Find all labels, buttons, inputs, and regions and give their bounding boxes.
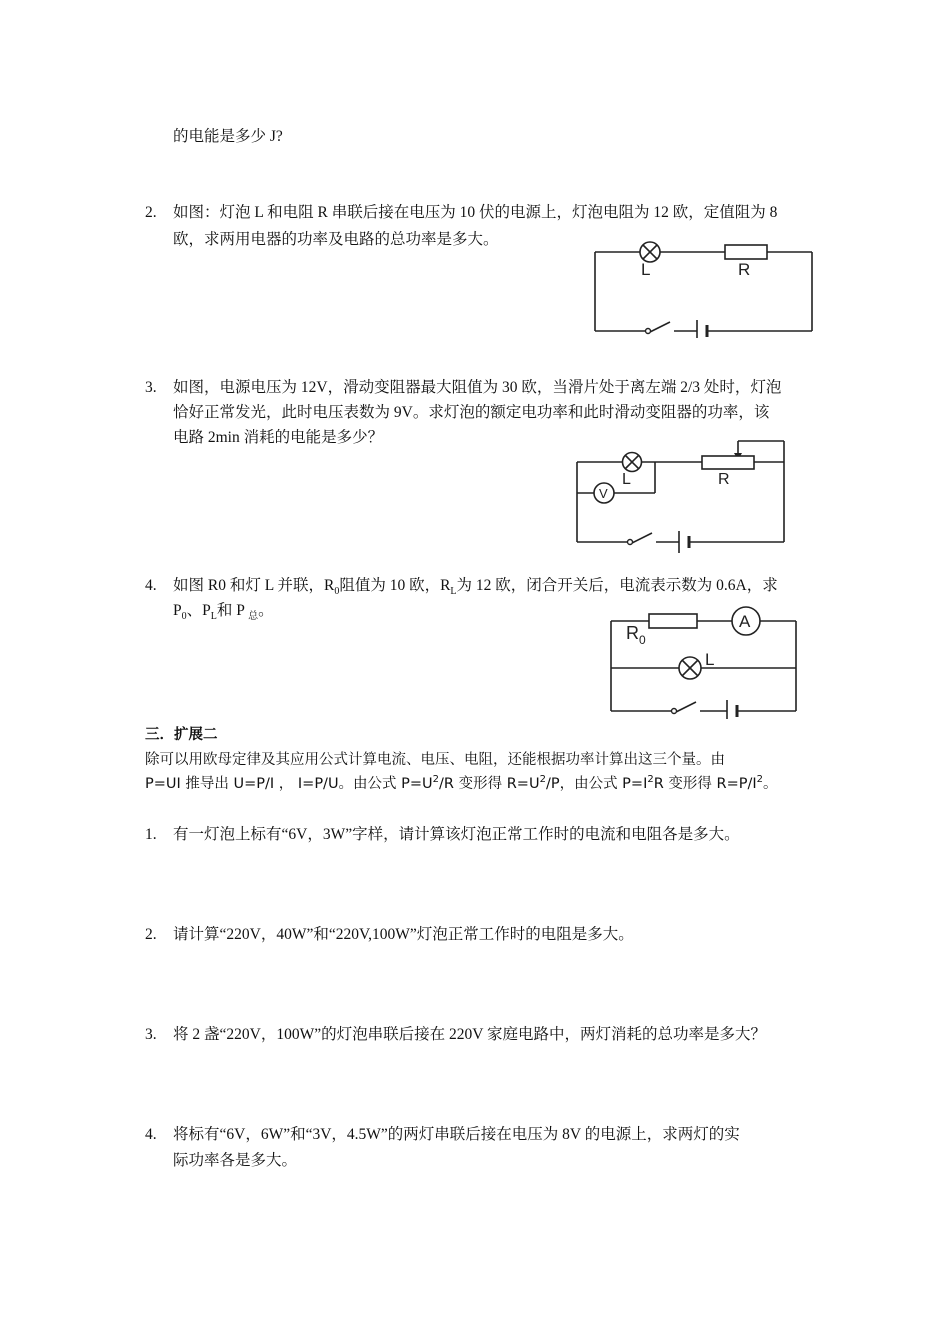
problem-text: 如图：灯泡 L 和电阻 R 串联后接在电压为 10 伏的电源上，灯泡电阻为 12 欧，定值阻为 8 [173,204,778,221]
resistor-label: $R_0$ [626,623,646,647]
problem-text: 恰好正常发光，此时电压表数为 9V。求灯泡的额定电功率和此时滑动变阻器的功率，该 [173,404,770,421]
problem-text: 将 2 盏“220V，100W”的灯泡串联后接在 220V 家庭电路中，两灯消耗的总功率是多大？ [173,1026,766,1043]
battery-icon [727,700,737,719]
problem-number: 3. [145,1026,157,1043]
problem-text: 如图 R0 和灯 L 并联，$R_0$阻值为 10 欧，$R_L$为 12 欧，闭合开关后，电流表示数为 0.6A，求 [173,577,778,598]
switch-icon [646,329,651,334]
resistor-label: R [738,260,751,279]
switch-icon [628,540,633,545]
problem-text: 际功率各是多大。 [173,1152,298,1169]
ammeter-label: A [739,612,751,631]
rheostat-icon [702,456,754,469]
lamp-icon [679,657,701,679]
section-paragraph: P=UI 推导出 U=P/I ， I=P/U。由公式 $P=U^2/R$ 变形得 $R=U^2/P$，由公式 $P=I^2R$ 变形得 $R=P/I^2$。 [145,774,778,792]
battery-icon [697,320,707,338]
problem-number: 3. [145,379,157,396]
problem-text: 有一灯泡上标有“6V，3W”字样，请计算该灯泡正常工作时的电流和电阻各是多大。 [173,826,740,843]
lamp-icon [623,453,642,472]
resistor-icon [649,614,697,628]
problem-number: 4. [145,1126,157,1143]
section-heading: 三．扩展二 [145,727,218,743]
voltmeter-label: V [599,486,608,501]
lamp-label: L [705,650,715,669]
lamp-label: L [622,471,631,488]
switch-icon [672,709,677,714]
problem-text: 如图，电源电压为 12V，滑动变阻器最大阻值为 30 欧，当滑片处于离左端 2/3 处时，灯泡 [173,379,782,396]
circuit-diagram-1 [590,238,820,338]
problem-number: 1. [145,826,157,843]
problem-number: 4. [145,577,157,594]
ammeter-icon [732,607,760,635]
problem-text: 请计算“220V，40W”和“220V,100W”灯泡正常工作时的电阻是多大。 [173,926,634,943]
circuit-diagram-2 [572,437,792,555]
lamp-label: L [641,260,651,279]
lamp-icon [640,242,660,262]
resistor-label: R [718,471,730,488]
resistor-icon [725,245,767,259]
continuation-text: 的电能是多少 J? [173,128,283,145]
section-paragraph: 除可以用欧母定律及其应用公式计算电流、电压、电阻，还能根据功率计算出这三个量。由 [145,752,725,768]
problem-text: $P_0$、$P_L$和 P $_总$。 [173,602,274,623]
voltmeter-icon [594,483,614,503]
problem-number: 2. [145,204,157,221]
battery-icon [679,531,689,553]
circuit-diagram-3 [606,605,802,719]
problem-text: 欧，求两用电器的功率及电路的总功率是多大。 [173,231,499,248]
problem-text: 电路 2min 消耗的电能是多少？ [173,429,384,446]
problem-number: 2. [145,926,157,943]
problem-text: 将标有“6V，6W”和“3V，4.5W”的两灯串联后接在电压为 8V 的电源上，求两灯的实 [173,1126,740,1143]
